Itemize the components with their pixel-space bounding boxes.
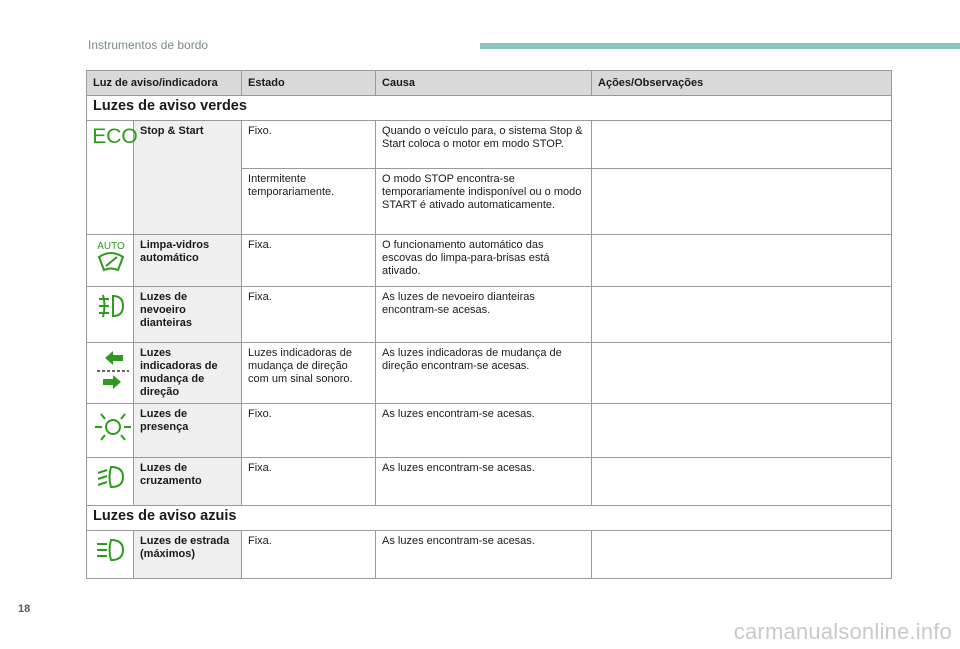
table-row xyxy=(87,343,892,404)
eco-icon xyxy=(93,125,137,151)
light-cause: O funcionamento automático das escovas do limpa-para-brisas está ativado. xyxy=(376,235,592,287)
light-actions xyxy=(592,404,892,458)
dipped-beam-icon-cell xyxy=(87,458,134,506)
page-number: 18 xyxy=(18,603,31,615)
position-lights-icon xyxy=(93,408,133,450)
light-state: Fixa. xyxy=(242,531,376,579)
light-cause: As luzes encontram-se acesas. xyxy=(376,458,592,506)
section-row-blue xyxy=(87,506,892,531)
front-fog-lights-icon-cell xyxy=(87,287,134,343)
page-header-title: Instrumentos de bordo xyxy=(88,38,209,52)
light-state: Fixo. xyxy=(242,121,376,169)
table-row xyxy=(87,531,892,579)
eco-icon-text: ECO xyxy=(93,125,137,147)
header-accent-bar xyxy=(480,43,960,49)
light-actions xyxy=(592,287,892,343)
section-title-blue: Luzes de aviso azuis xyxy=(87,506,892,531)
main-beam-icon xyxy=(93,535,129,569)
light-state: Fixa. xyxy=(242,458,376,506)
light-actions xyxy=(592,121,892,169)
table-row xyxy=(87,404,892,458)
light-actions xyxy=(592,235,892,287)
turn-signals-icon xyxy=(93,347,133,397)
light-cause: Quando o veículo para, o sistema Stop & Start coloca o motor em modo STOP. xyxy=(376,121,592,169)
front-fog-lights-icon xyxy=(93,291,129,325)
light-cause: As luzes de nevoeiro dianteiras encontram-se acesas. xyxy=(376,287,592,343)
eco-icon-cell xyxy=(87,121,137,235)
table-row xyxy=(87,121,892,169)
light-actions xyxy=(592,531,892,579)
column-header-light: Luz de aviso/indicadora xyxy=(87,71,242,96)
auto-wiper-icon xyxy=(93,239,129,279)
watermark: carmanualsonline.info xyxy=(733,619,952,644)
light-cause: O modo STOP encontra-se temporariamente indisponível ou o modo START é ativado automaticamente. xyxy=(376,169,592,235)
light-name: Limpa-vidros automático xyxy=(134,235,242,287)
light-actions xyxy=(592,343,892,404)
table-row xyxy=(87,235,892,287)
light-name: Luzes de estrada (máximos) xyxy=(134,531,242,579)
table-row xyxy=(87,287,892,343)
auto-wiper-icon-text: AUTO xyxy=(97,241,125,252)
column-header-state: Estado xyxy=(242,71,376,96)
table-header-row xyxy=(87,71,892,96)
light-cause: As luzes encontram-se acesas. xyxy=(376,531,592,579)
light-cause: As luzes encontram-se acesas. xyxy=(376,404,592,458)
light-name: Luzes de nevoeiro dianteiras xyxy=(134,287,242,343)
dipped-beam-icon xyxy=(93,462,129,496)
light-state: Fixa. xyxy=(242,235,376,287)
light-name: Luzes de cruzamento xyxy=(134,458,242,506)
light-state: Intermitente temporariamente. xyxy=(242,169,376,235)
light-name: Stop & Start xyxy=(134,121,242,235)
light-name: Luzes indicadoras de mudança de direção xyxy=(134,343,242,404)
column-header-cause: Causa xyxy=(376,71,592,96)
light-state: Fixa. xyxy=(242,287,376,343)
table-row xyxy=(87,458,892,506)
position-lights-icon-cell xyxy=(87,404,134,458)
section-title-green: Luzes de aviso verdes xyxy=(87,96,892,121)
main-beam-icon-cell xyxy=(87,531,134,579)
column-header-actions: Ações/Observações xyxy=(592,71,892,96)
light-cause: As luzes indicadoras de mudança de direção encontram-se acesas. xyxy=(376,343,592,404)
light-state: Fixo. xyxy=(242,404,376,458)
section-row-green xyxy=(87,96,892,121)
light-state: Luzes indicadoras de mudança de direção com um sinal sonoro. xyxy=(242,343,376,404)
auto-wiper-icon-cell xyxy=(87,235,134,287)
light-actions xyxy=(592,458,892,506)
warning-lights-table xyxy=(86,70,892,579)
light-name: Luzes de presença xyxy=(134,404,242,458)
turn-signals-icon-cell xyxy=(87,343,134,404)
light-actions xyxy=(592,169,892,235)
